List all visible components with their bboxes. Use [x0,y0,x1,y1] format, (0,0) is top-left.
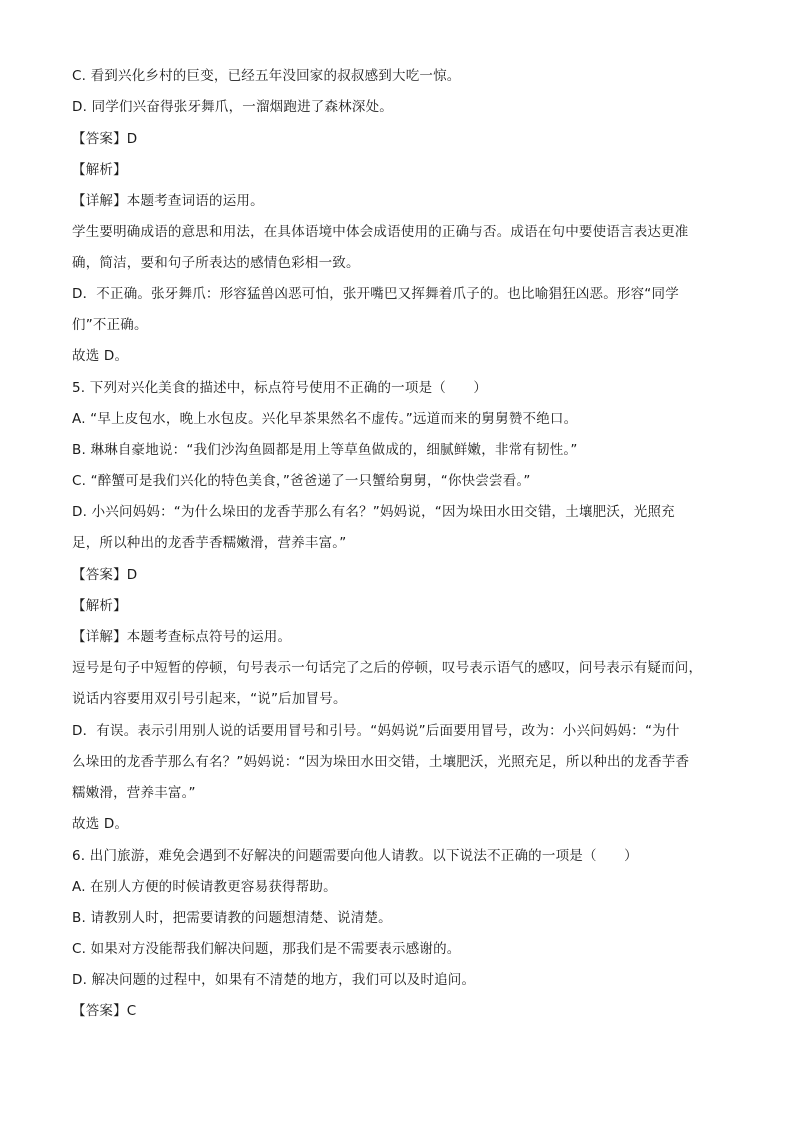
explanation-text: 确，简洁，要和句子所表达的感情色彩相一致。 [72,255,360,271]
analysis-label-q4: 【解析】 [72,162,127,178]
option-b-q6: B. 请教别人时，把需要请教的问题想清楚、说清楚。 [72,910,392,926]
option-a-q6: A. 在别人方便的时候请教更容易获得帮助。 [72,879,337,895]
answer-label-q4: 【答案】D [72,131,138,147]
explanation-text: 说话内容要用双引号引起来，“说”后加冒号。 [72,691,347,707]
detail-label-q5: 【详解】本题考查标点符号的运用。 [72,629,292,645]
option-d-q5-cont: 足，所以种出的龙香芋香糯嫩滑，营养丰富。” [72,535,347,551]
explanation-text: 糯嫩滑，营养丰富。” [72,785,196,801]
analysis-label-q5: 【解析】 [72,598,127,614]
option-d-q6: D. 解决问题的过程中，如果有不清楚的地方，我们可以及时追问。 [72,972,476,988]
question-5: 5. 下列对兴化美食的描述中，标点符号使用不正确的一项是（ ） [72,380,488,396]
option-c-q6: C. 如果对方没能帮我们解决问题，那我们是不需要表示感谢的。 [72,941,461,957]
explanation-text: D．有误。表示引用别人说的话要用冒号和引号。“妈妈说”后面要用冒号，改为：小兴问妈妈：“为什 [72,723,680,739]
detail-label-q4: 【详解】本题考查词语的运用。 [72,193,264,209]
explanation-text: 学生要明确成语的意思和用法，在具体语境中体会成语使用的正确与否。成语在句中要使语言表达更准 [72,224,689,240]
explanation-text: D．不正确。张牙舞爪：形容猛兽凶恶可怕，张开嘴巴又挥舞着爪子的。也比喻猖狂凶恶。形容“同学 [72,286,679,302]
option-c-q4: C. 看到兴化乡村的巨变，已经五年没回家的叔叔感到大吃一惊。 [72,68,461,84]
option-d-q4: D. 同学们兴奋得张牙舞爪，一溜烟跑进了森林深处。 [72,99,393,115]
conclusion-text: 故选 D。 [72,816,129,832]
conclusion-text: 故选 D。 [72,348,129,364]
option-d-q5: D. 小兴问妈妈：“为什么垛田的龙香芋那么有名？”妈妈说，“因为垛田水田交错，土壤肥沃，光照充 [72,504,675,520]
option-b-q5: B. 琳琳自豪地说：“我们沙沟鱼圆都是用上等草鱼做成的，细腻鲜嫩，非常有韧性。” [72,442,578,458]
explanation-text: 么垛田的龙香芋那么有名？”妈妈说：“因为垛田水田交错，土壤肥沃，光照充足，所以种出的龙香芋香 [72,754,690,770]
option-c-q5: C. “醉蟹可是我们兴化的特色美食，”爸爸递了一只蟹给舅舅，“你快尝尝看。” [72,473,531,489]
question-6: 6. 出门旅游，难免会遇到不好解决的问题需要向他人请教。以下说法不正确的一项是（ ） [72,848,638,864]
answer-label-q6: 【答案】C [72,1003,137,1019]
explanation-text: 们”不正确。 [72,317,148,333]
option-a-q5: A. “早上皮包水，晚上水包皮。兴化早茶果然名不虚传。”远道而来的舅舅赞不绝口。 [72,411,578,427]
explanation-text: 逗号是句子中短暂的停顿，句号表示一句话完了之后的停顿，叹号表示语气的感叹，问号表示有疑而问， [72,660,703,676]
answer-label-q5: 【答案】D [72,567,138,583]
